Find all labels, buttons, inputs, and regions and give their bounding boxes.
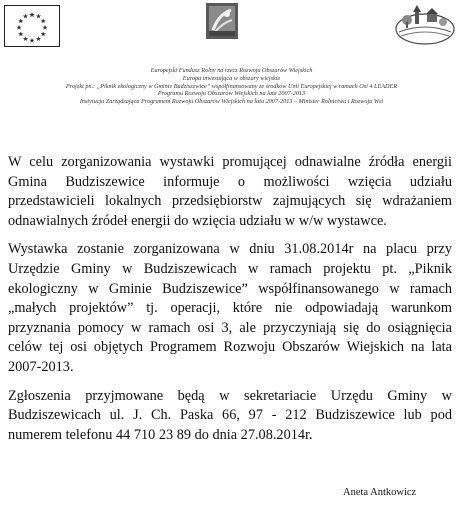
header-line: Europa inwestująca w obszary wiejskie bbox=[182, 74, 281, 82]
header-line: Projekt pn.: „Piknik ekologiczny w Gminie Budziszewice” współfinansowany ze środków Unii Europejskiej w ramach Osi 4 LEADER bbox=[65, 82, 398, 90]
header-line: Instytucja Zarządzająca Programem Rozwoju Obszarów Wiejskich na lata 2007-2013 – Minister Rolnictwa i Rozwoju Wsi bbox=[79, 98, 384, 106]
funding-header bbox=[10, 67, 453, 106]
signature: Aneta Antkowicz bbox=[343, 487, 417, 498]
paragraph-intro: W celu zorganizowania wystawki promującej odnawialne źródła energii Gmina Budziszewice informuje o możliwości wzięcia udziału przedstawicieli lokalnych przedsiębiorstw zajmujących się wdrażaniem odnawialnych źródeł energii do wzięcia udziału w w/w wystawce. bbox=[8, 154, 452, 229]
header-line: Programu Rozwoju Obszarów Wiejskich na lata 2007-2013 bbox=[157, 90, 306, 98]
logo-header bbox=[0, 0, 463, 56]
header-line: Europejski Fundusz Rolny na rzecz Rozwoju Obszarów Wiejskich bbox=[150, 67, 313, 74]
leader-logo bbox=[205, 2, 239, 40]
paragraph-registration: Zgłoszenia przyjmowane będą w sekretariacie Urzędu Gminy w Budziszewicach ul. J. Ch. Paska 66, 97 - 212 Budziszewice lub pod numerem telefonu 44 710 23 89 do dnia 27.08.2014r. bbox=[8, 387, 452, 443]
announcement-body bbox=[8, 153, 452, 454]
prow-logo bbox=[393, 2, 457, 46]
eu-flag-logo bbox=[4, 5, 60, 47]
paragraph-event: Wystawka zostanie zorganizowana w dniu 31.08.2014r na placu przy Urzędzie Gminy w Budziszewicach w ramach projektu pt. „Piknik ekologiczny w Gminie Budziszewice” współfinansowanego w ramach „małych projektów” tj. operacji, które nie odpowiadają warunkom przyznania pomocy w ramach osi 3, ale przyczyniają się do osiągnięcia celów tej osi objętych Programem Rozwoju Obszarów Wiejskich na lata 2007-2013. bbox=[8, 241, 452, 375]
